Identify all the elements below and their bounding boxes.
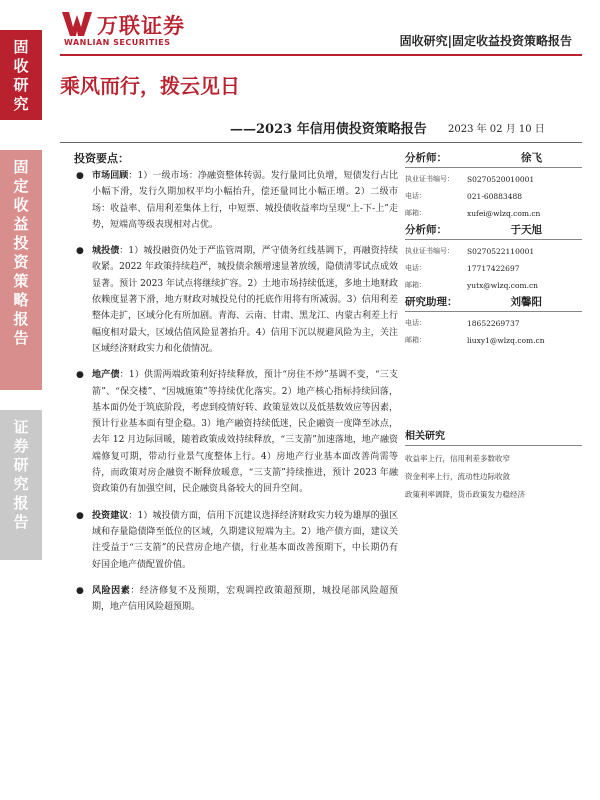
report-title: 乘风而行，拨云见日 (60, 74, 240, 98)
analyst-cert: 执业证书编号： S0270520010001 (405, 175, 535, 184)
analyst-phone: 电话： 17717422697 (405, 264, 520, 273)
logo-w-icon (62, 12, 92, 36)
analyst-block (405, 150, 582, 222)
side-label-fixed-income: 固 收 研 究 (0, 30, 42, 120)
analyst-role: 分析师： (405, 224, 447, 236)
report-subtitle: ——2023 年信用债投资策略报告 (230, 122, 427, 137)
logo-text: 万联证券 (97, 14, 185, 38)
analyst-heading (405, 150, 582, 168)
key-points-list (60, 168, 398, 625)
key-point-risk-factors: ● 风险因素：经济修复不及预期，宏观调控政策超预期，城投尾部风险超预期，地产信用风险超预期。 (60, 583, 398, 616)
key-point-market-review: ● 市场回顾：1）一级市场：净融资整体转弱。发行量同比负增，短债发行占比小幅下滑，发行久期加权平均小幅抬升，偿还量同比小幅正增。2）二级市场：收益率、信用利差集体上行，中短票、城投债收益率均呈现“上-下-上”走势，短端高等级表现相对占优。 (60, 168, 398, 233)
analyst-name: 于天旭 (510, 224, 542, 236)
related-research-link[interactable]: 政策利率调降，货币政策发力稳经济 (405, 490, 525, 499)
bullet-icon: ● (76, 246, 84, 257)
bullet-icon: ● (76, 171, 84, 181)
logo-english: WANLIAN SECURITIES (64, 38, 171, 47)
analyst-email[interactable]: 邮箱： xufei@wlzq.com.cn (405, 209, 541, 218)
related-research (405, 427, 582, 504)
key-point-investment-advice: ● 投资建议：1）城投债方面，信用下沉建议选择经济财政实力较为雄厚的强区域和存量隐债降至低位的区域，久期建议短端为主。2）地产债方面，建议关注受益于“三支箭”的民营房企地产债，行业基本面改善预期下，中长期仍有好国企地产债配置价值。 (60, 508, 398, 573)
bullet-icon: ● (76, 370, 84, 381)
key-point-urban-investment-bonds: ● 城投债：1）城投融资仍处于严监管周期，严守债务红线基调下，再融资持续收紧。2022 年政策持续趋严，城投债余额增速显著放缓，隐债清零试点成效显著。预计 2023 年试点将继续扩容。2）土地市场持续低迷，多地土地财政依赖度显著下滑，地方财政对城投兑付的托底作用将有所减弱。3）信用利差整体走扩，区域分化有所加剧。青海、云南、甘肃、黑龙江、内蒙古利差上行幅度相对最大，区域估值风险显著抬升。4）信用下沉以规避风险为主，关注区域经济财政实力和化债情况。 (60, 243, 398, 357)
bullet-icon: ● (76, 585, 84, 596)
analyst-email[interactable]: 邮箱： yutx@wlzq.com.cn (405, 281, 539, 290)
assistant-block (405, 294, 582, 349)
related-research-heading: 相关研究 (405, 427, 582, 446)
analyst-panel (405, 150, 582, 504)
assistant-role: 研究助理： (405, 296, 458, 308)
related-research-link[interactable]: 资金利率上行，流动性边际收敛 (405, 472, 510, 481)
analyst-heading (405, 222, 582, 240)
assistant-heading (405, 294, 582, 312)
assistant-name: 刘馨阳 (510, 296, 542, 308)
analyst-name: 徐飞 (521, 152, 542, 164)
analyst-phone: 电话： 021-60883488 (405, 192, 523, 201)
side-strip (0, 0, 42, 800)
analyst-role: 分析师： (405, 152, 447, 164)
bullet-icon: ● (76, 510, 84, 521)
related-research-link[interactable]: 收益率上行，信用利差多数收窄 (405, 454, 510, 463)
analyst-block (405, 222, 582, 294)
side-label-securities-research: 证 券 研 究 报 告 (0, 410, 42, 560)
side-label-report-type: 固 定 收 益 投 资 策 略 报 告 (0, 150, 42, 390)
assistant-email[interactable]: 邮箱： liuxy1@wlzq.com.cn (405, 336, 545, 345)
title-divider (60, 142, 582, 143)
report-date: 2023 年 02 月 10 日 (448, 124, 545, 135)
header-report-category: 固收研究|固定收益投资策略报告 (399, 34, 572, 48)
assistant-phone: 电话： 18652269737 (405, 319, 520, 328)
key-points-heading: 投资要点： (74, 152, 129, 165)
analyst-cert: 执业证书编号： S0270522110001 (405, 247, 535, 256)
header-divider (60, 54, 582, 56)
key-point-real-estate-bonds: ● 地产债：1）供需两端政策利好持续释放，预计“房住不炒”基调不变，“三支箭”、“保交楼”、“因城施策”等持续优化落实。2）地产核心指标持续回落，基本面仍处于筑底阶段，考虑到疫情好转、政策显效以及低基数效应等因素，预计行业基本面有望企稳。3）地产融资持续低迷，民企融资一度降至冰点，去年 12 月边际回暖，随着政策成效持续释放，“三支箭”加速落地，地产融资端修复可期，带动行业景气度整体上行。4）房地产行业基本面改善尚需等待，而政策对房企融资不断释放暖意，“三支箭”持续推进，预计 2023 年融资政策仍有加强空间，民企融资具备较大的回升空间。 (60, 367, 398, 497)
